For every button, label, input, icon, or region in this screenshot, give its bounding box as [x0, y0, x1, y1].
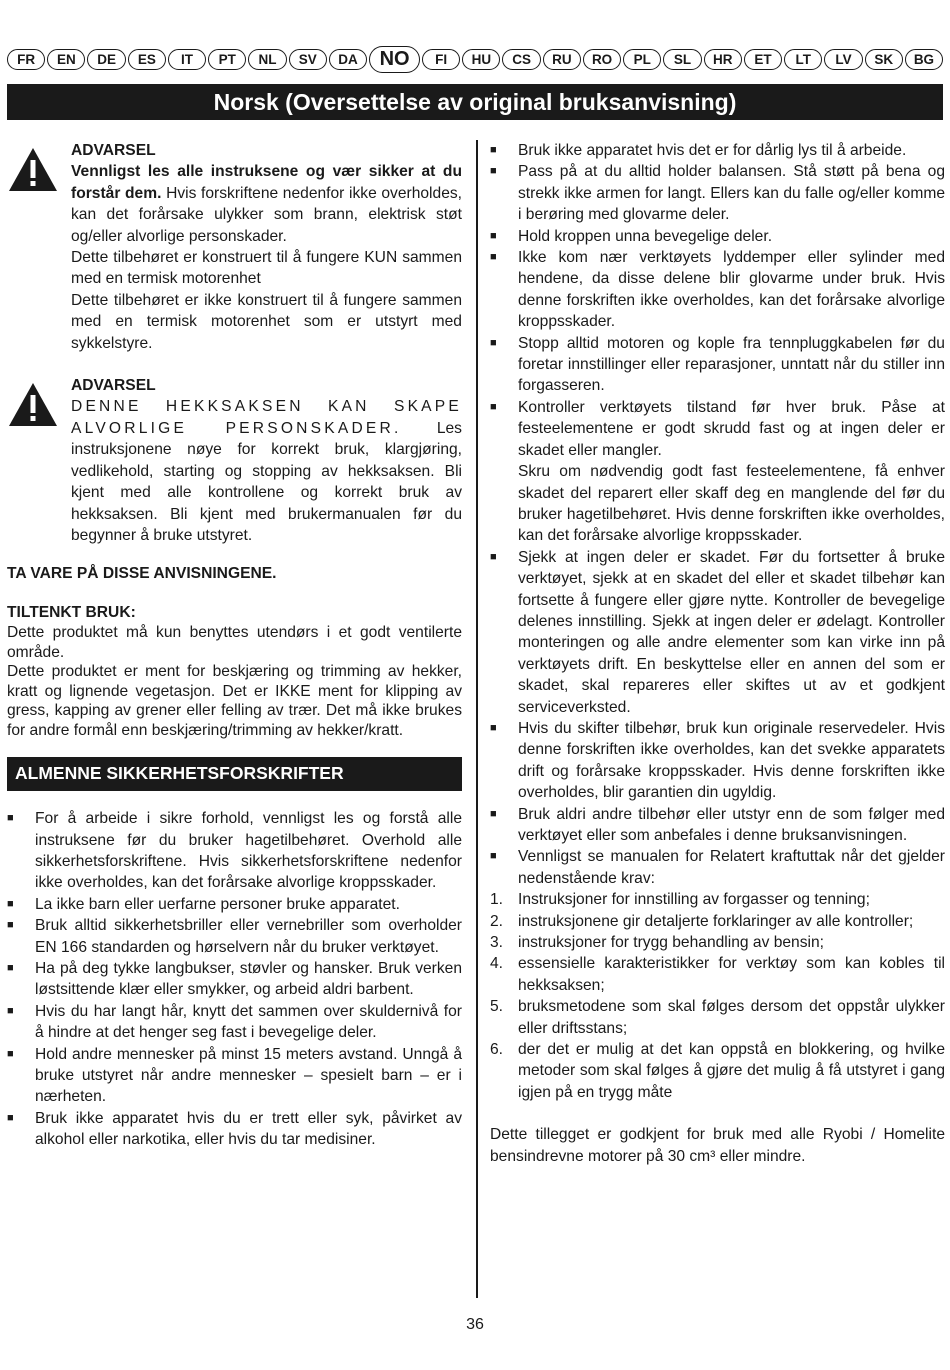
- language-tab-sk: SK: [865, 49, 903, 70]
- language-tab-pl: PL: [623, 49, 661, 70]
- bullet-item: ■ Hold andre mennesker på minst 15 meters avstand. Unngå å bruke utstyret når andre mennesker – spesielt barn – er i nærheten.: [7, 1044, 462, 1108]
- keep-instructions-heading: TA VARE PÅ DISSE ANVISNINGENE.: [7, 565, 277, 583]
- warning-paragraph: Dette tilbehøret er ikke konstruert til å fungere sammen med en termisk motorenhet som er utstyrt med sykkelstyre.: [71, 291, 462, 352]
- section-heading: ALMENNE SIKKERHETSFORSKRIFTER: [7, 757, 462, 791]
- language-tab-en: EN: [47, 49, 85, 70]
- right-column: [490, 140, 945, 1167]
- language-tab-nl: NL: [248, 49, 286, 70]
- item-number: 2.: [490, 912, 504, 930]
- warning-title: ADVARSEL: [71, 142, 156, 159]
- language-tab-hu: HU: [462, 49, 500, 70]
- item-text: der det er mulig at det kan oppstå en blokkering, og hvilke metoder som skal følges å gjøre det mulig å få utstyret i gang igjen på en trygg måte: [518, 1041, 945, 1101]
- safety-list-right: [490, 140, 945, 889]
- page-number: 36: [466, 1316, 484, 1333]
- warning-triangle-icon: [7, 146, 59, 194]
- item-text: Instruksjoner for innstilling av forgasser og tenning;: [518, 891, 870, 909]
- safety-list-left: [7, 808, 462, 1151]
- language-tab-es: ES: [128, 49, 166, 70]
- item-number: 1.: [490, 891, 504, 909]
- bullet-item: ■ La ikke barn eller uerfarne personer bruke apparatet.: [7, 894, 462, 915]
- bullet-item: ■ Ha på deg tykke langbukser, støvler og hansker. Bruk verken løstsittende klær eller smykker, og arbeid aldri barbent.: [7, 958, 462, 1001]
- item-number: 5.: [490, 998, 504, 1016]
- left-column: [7, 140, 462, 1151]
- bullet-item: ■ Vennligst se manualen for Relatert kraftuttak når det gjelder nedenstående krav:: [490, 846, 945, 889]
- item-number: 3.: [490, 934, 504, 952]
- language-tab-it: IT: [168, 49, 206, 70]
- numbered-item: [490, 953, 945, 996]
- numbered-item: [490, 996, 945, 1039]
- language-tab-et: ET: [744, 49, 782, 70]
- warning-block-1: [7, 140, 462, 354]
- language-tab-fi: FI: [422, 49, 460, 70]
- language-tab-lv: LV: [824, 49, 862, 70]
- language-tab-cs: CS: [502, 49, 540, 70]
- column-divider: [476, 140, 478, 1298]
- bullet-item: ■ Hold kroppen unna bevegelige deler.: [490, 226, 945, 247]
- numbered-item: [490, 911, 945, 932]
- warning-triangle-icon: [7, 381, 59, 429]
- item-number: 6.: [490, 1041, 504, 1059]
- warning-title: ADVARSEL: [71, 377, 156, 395]
- language-tab-fr: FR: [7, 49, 45, 70]
- intended-use-p2: Dette produktet er ment for beskjæring og trimming av hekker, kratt og lignende vegetasjon. Det er IKKE ment for klipping av gress, kapping av grener eller felling av trær. Det må ikke brukes for andre formål enn beskjæring/trimming av hekker/kratt.: [7, 663, 462, 739]
- item-text: essensielle karakteristikker for verktøy som kan kobles til hekksaksen;: [518, 955, 945, 994]
- language-tab-lt: LT: [784, 49, 822, 70]
- language-tab-ro: RO: [583, 49, 621, 70]
- warning-lead: Vennligst les alle instruksene og vær sikker at du forstår dem.: [71, 163, 462, 202]
- numbered-item: [490, 1039, 945, 1103]
- bullet-item: ■ Bruk ikke apparatet hvis det er for dårlig lys til å arbeide.: [490, 140, 945, 161]
- bullet-item: ■ Hvis du har langt hår, knytt det sammen over skuldernivå for å hindre at det henger seg fast i bevegelige deler.: [7, 1001, 462, 1044]
- language-tab-da: DA: [329, 49, 367, 70]
- language-tab-bg: BG: [905, 49, 943, 70]
- requirements-list: [490, 889, 945, 1103]
- item-number: 4.: [490, 955, 504, 973]
- bullet-item: ■ Bruk alltid sikkerhetsbriller eller vernebriller som overholder EN 166 standarden og hørselvern når du bruker verktøyet.: [7, 915, 462, 958]
- bullet-item: ■ Kontroller verktøyets tilstand før hver bruk. Påse at festeelementene er godt skrudd fast og at ingen deler er skadet eller mangler. Skru om nødvendig godt fast festeelementene, få enhver skadet del reparert eller skaff deg en manglende del før du bruker hagetilbehøret. Hvis denne forskriften ikke overholdes, kan det forårsake alvorlige kroppsskader.: [490, 397, 945, 547]
- language-tab-hr: HR: [704, 49, 742, 70]
- bullet-item: ■ Sjekk at ingen deler er skadet. Før du fortsetter å bruke verktøyet, sjekk at en skadet del eller et skadet tilbehør kan fortsette å fungere eller gjøre nytte. Kontroller de bevegelige delenes innstilling. Sjekk at ingen deler er ødelagt. Kontroller monteringen og alle andre elementer som kan virke inn på verktøyets drift. En beskyttelse eller en annen del som er skadet, skal repareres eller skiftes ut av et godkjent serviceverksted.: [490, 547, 945, 718]
- item-text: instruksjoner for trygg behandling av bensin;: [518, 934, 824, 952]
- warning-block-2: [7, 375, 462, 546]
- language-tab-sv: SV: [289, 49, 327, 70]
- bullet-item: ■ Bruk aldri andre tilbehør eller utstyr enn de som følger med verktøyet eller som anbefales i denne bruksanvisningen.: [490, 804, 945, 847]
- bullet-item: ■ Hvis du skifter tilbehør, bruk kun originale reservedeler. Hvis denne forskriften ikke overholdes, kan det svekke apparatets drift og forårsake kroppsskader. Hvis denne forskriften ikke overholdes, blir garantien din ugyldig.: [490, 718, 945, 804]
- intended-use-p1: Dette produktet må kun benyttes utendørs i et godt ventilerte område.: [7, 624, 462, 661]
- bullet-item: ■ Stopp alltid motoren og kople fra tennpluggkabelen før du foretar innstillinger eller reparasjoner, unntatt når du stiller inn forgasseren.: [490, 333, 945, 397]
- warning-body: Les instruksjonene nøye for korrekt bruk, klargjøring, vedlikehold, starting og stopping av hekksaksen. Bli kjent med alle kontrollene og korrekt bruk av hekksaksen. Bli kjent med brukermanualen før du begynner å bruke utstyret.: [71, 419, 462, 544]
- language-tabs: [7, 47, 943, 71]
- language-tab-ru: RU: [543, 49, 581, 70]
- warning-caps: DENNE HEKKSAKSEN KAN SKAPE ALVORLIGE PERSONSKADER.: [71, 398, 462, 437]
- warning-paragraph: Dette tilbehøret er konstruert til å fungere KUN sammen med en termisk motorenhet: [71, 249, 462, 288]
- language-tab-pt: PT: [208, 49, 246, 70]
- bullet-item: ■ Ikke kom nær verktøyets lyddemper eller sylinder med hendene, da disse delene blir glovarme under bruk. Hvis denne forskriften ikke overholdes, kan det forårsake alvorlige kroppsskader.: [490, 247, 945, 333]
- intended-use-heading: TILTENKT BRUK:: [7, 603, 136, 621]
- numbered-item: [490, 889, 945, 910]
- warning-text: [71, 396, 462, 546]
- item-text: bruksmetodene som skal følges dersom det oppstår ulykker eller driftsstans;: [518, 998, 945, 1037]
- language-tab-sl: SL: [663, 49, 701, 70]
- page-title: Norsk (Oversettelse av original bruksanvisning): [7, 84, 943, 120]
- item-text: instruksjonene gir detaljerte forklaringer av alle kontroller;: [518, 912, 914, 930]
- warning-body: Hvis forskriftene nedenfor ikke overholdes, kan det forårsake ulykker som brann, elektrisk støt og/eller alvorlige personskader.: [71, 184, 462, 245]
- numbered-item: [490, 932, 945, 953]
- language-tab-no: NO: [369, 46, 420, 73]
- bullet-item: ■ Bruk ikke apparatet hvis du er trett eller syk, påvirket av alkohol eller narkotika, eller hvis du tar medisiner.: [7, 1108, 462, 1151]
- closing-note: Dette tillegget er godkjent for bruk med alle Ryobi / Homelite bensindrevne motorer på 30 cm³ eller mindre.: [490, 1126, 945, 1165]
- bullet-item: ■ For å arbeide i sikre forhold, vennligst les og forstå alle instruksene før du bruker hagetilbehøret. Overhold alle sikkerhetsforskriftene. Hvis sikkerhetsforskriftene nedenfor ikke overholdes, kan det forårsake alvorlige kroppsskader.: [7, 808, 462, 894]
- language-tab-de: DE: [87, 49, 125, 70]
- bullet-item: ■ Pass på at du alltid holder balansen. Stå støtt på bena og strekk ikke armen for langt. Ellers kan du falle og/eller komme i berøring med glovarme deler.: [490, 161, 945, 225]
- warning-text: [71, 161, 462, 247]
